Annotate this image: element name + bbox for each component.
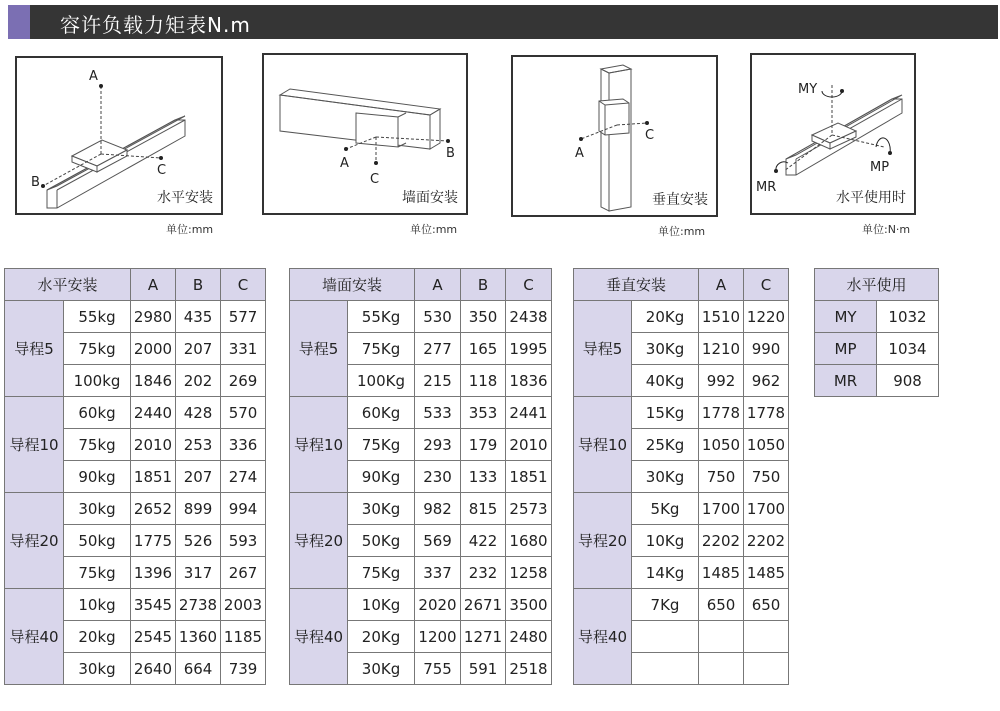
axis-label-c: C (157, 163, 167, 178)
value-cell: 2545 (131, 621, 176, 653)
load-cell: 30Kg (632, 333, 699, 365)
table-row (574, 493, 789, 525)
table-row (5, 301, 266, 333)
value-cell: 1485 (744, 557, 789, 589)
value-cell: 232 (461, 557, 506, 589)
value-cell: 1485 (699, 557, 744, 589)
value-cell: 428 (176, 397, 221, 429)
load-cell: 75Kg (348, 429, 415, 461)
value-cell: 1258 (506, 557, 552, 589)
value-cell: 2441 (506, 397, 552, 429)
value-cell: 2010 (131, 429, 176, 461)
load-cell: 75Kg (348, 557, 415, 589)
lead-group: 导程10 (290, 397, 348, 493)
value-cell: 2202 (699, 525, 744, 557)
header-cell: 墙面安装 (290, 269, 415, 301)
value-cell: 570 (221, 397, 266, 429)
table-row (815, 365, 939, 397)
load-cell: 75Kg (348, 333, 415, 365)
value-cell: 530 (415, 301, 461, 333)
moment-label-my: MY (798, 82, 818, 97)
value-cell: 990 (744, 333, 789, 365)
value-cell: 1034 (877, 333, 939, 365)
value-cell: 739 (221, 653, 266, 685)
header-cell: B (176, 269, 221, 301)
value-cell: 577 (221, 301, 266, 333)
value-cell: 3545 (131, 589, 176, 621)
value-cell: 1846 (131, 365, 176, 397)
value-cell: 2000 (131, 333, 176, 365)
lead-group: 导程40 (290, 589, 348, 685)
table-row (574, 301, 789, 333)
load-cell: 25Kg (632, 429, 699, 461)
load-cell: 20Kg (348, 621, 415, 653)
load-cell: 30Kg (348, 653, 415, 685)
load-cell: 60kg (64, 397, 131, 429)
value-cell: 207 (176, 461, 221, 493)
value-cell: 1050 (699, 429, 744, 461)
value-cell: 215 (415, 365, 461, 397)
value-cell: 1995 (506, 333, 552, 365)
page-title: 容许负载力矩表N.m (60, 13, 251, 37)
value-cell: 179 (461, 429, 506, 461)
value-cell: 750 (699, 461, 744, 493)
table-row (5, 493, 266, 525)
value-cell: 650 (744, 589, 789, 621)
moment-name: MR (815, 365, 877, 397)
lead-group: 导程10 (574, 397, 632, 493)
value-cell: 994 (221, 493, 266, 525)
lead-group: 导程5 (574, 301, 632, 397)
value-cell: 1185 (221, 621, 266, 653)
axis-label-c: C (645, 128, 655, 143)
value-cell: 2573 (506, 493, 552, 525)
load-cell: 10Kg (348, 589, 415, 621)
load-cell: 90Kg (348, 461, 415, 493)
value-cell: 1778 (744, 397, 789, 429)
table-horizontal (4, 268, 266, 685)
value-cell: 1836 (506, 365, 552, 397)
diagram-caption: 水平使用时 (836, 190, 906, 206)
table-row (815, 333, 939, 365)
moment-name: MP (815, 333, 877, 365)
value-cell: 1851 (506, 461, 552, 493)
load-cell: 30Kg (632, 461, 699, 493)
load-cell: 15Kg (632, 397, 699, 429)
table-row (5, 397, 266, 429)
load-cell: 20kg (64, 621, 131, 653)
empty-cell (744, 621, 789, 653)
value-cell: 269 (221, 365, 266, 397)
header-cell: B (461, 269, 506, 301)
value-cell: 908 (877, 365, 939, 397)
value-cell: 165 (461, 333, 506, 365)
value-cell: 2010 (506, 429, 552, 461)
value-cell: 2518 (506, 653, 552, 685)
value-cell: 1778 (699, 397, 744, 429)
page-header (8, 5, 998, 39)
value-cell: 253 (176, 429, 221, 461)
table-header-row (5, 269, 266, 301)
header-cell: A (131, 269, 176, 301)
value-cell: 533 (415, 397, 461, 429)
axis-label-b: B (446, 146, 455, 161)
diagram-usage-moments (750, 53, 916, 215)
table-row (290, 397, 552, 429)
header-cell: C (221, 269, 266, 301)
value-cell: 1050 (744, 429, 789, 461)
table-header-row (290, 269, 552, 301)
value-cell: 277 (415, 333, 461, 365)
load-cell: 55Kg (348, 301, 415, 333)
load-cell: 75kg (64, 333, 131, 365)
value-cell: 2738 (176, 589, 221, 621)
load-cell: 5Kg (632, 493, 699, 525)
lead-group: 导程20 (5, 493, 64, 589)
table-row (815, 301, 939, 333)
table-row (5, 589, 266, 621)
header-cell: C (506, 269, 552, 301)
lead-group: 导程10 (5, 397, 64, 493)
value-cell: 3500 (506, 589, 552, 621)
value-cell: 664 (176, 653, 221, 685)
table-header-row (574, 269, 789, 301)
load-cell: 10Kg (632, 525, 699, 557)
load-cell: 55kg (64, 301, 131, 333)
load-cell: 10kg (64, 589, 131, 621)
load-cell: 60Kg (348, 397, 415, 429)
value-cell: 207 (176, 333, 221, 365)
header-accent-bar (8, 5, 30, 39)
value-cell: 2671 (461, 589, 506, 621)
load-cell: 14Kg (632, 557, 699, 589)
axis-label-a: A (340, 156, 349, 171)
moment-label-mr: MR (756, 180, 777, 195)
lead-group: 导程5 (290, 301, 348, 397)
value-cell: 293 (415, 429, 461, 461)
lead-group: 导程40 (5, 589, 64, 685)
axis-label-a: A (575, 146, 584, 161)
table-header-row (815, 269, 939, 301)
empty-cell (699, 621, 744, 653)
header-cell: 垂直安装 (574, 269, 699, 301)
value-cell: 982 (415, 493, 461, 525)
value-cell: 1200 (415, 621, 461, 653)
value-cell: 1775 (131, 525, 176, 557)
value-cell: 133 (461, 461, 506, 493)
value-cell: 230 (415, 461, 461, 493)
value-cell: 593 (221, 525, 266, 557)
empty-cell (699, 653, 744, 685)
lead-group: 导程20 (574, 493, 632, 589)
value-cell: 350 (461, 301, 506, 333)
load-cell: 30Kg (348, 493, 415, 525)
header-cell: 水平安装 (5, 269, 131, 301)
value-cell: 274 (221, 461, 266, 493)
diagram-caption: 垂直安装 (652, 192, 708, 208)
load-cell: 30kg (64, 653, 131, 685)
table-wall (289, 268, 552, 685)
value-cell: 526 (176, 525, 221, 557)
value-cell: 1032 (877, 301, 939, 333)
diagram-unit: 单位:N·m (862, 223, 911, 236)
value-cell: 2980 (131, 301, 176, 333)
value-cell: 2480 (506, 621, 552, 653)
table-row (574, 397, 789, 429)
load-cell: 75kg (64, 557, 131, 589)
load-cell: 20Kg (632, 301, 699, 333)
empty-cell (744, 653, 789, 685)
lead-group: 导程20 (290, 493, 348, 589)
load-cell: 40Kg (632, 365, 699, 397)
value-cell: 317 (176, 557, 221, 589)
lead-group: 导程5 (5, 301, 64, 397)
value-cell: 2438 (506, 301, 552, 333)
value-cell: 202 (176, 365, 221, 397)
load-cell: 100Kg (348, 365, 415, 397)
lead-group: 导程40 (574, 589, 632, 685)
load-cell: 50kg (64, 525, 131, 557)
value-cell: 1700 (699, 493, 744, 525)
load-cell: 30kg (64, 493, 131, 525)
header-cell: A (415, 269, 461, 301)
diagram-vertical (511, 55, 718, 217)
load-cell: 75kg (64, 429, 131, 461)
value-cell: 1700 (744, 493, 789, 525)
value-cell: 1220 (744, 301, 789, 333)
value-cell: 267 (221, 557, 266, 589)
table-usage (814, 268, 939, 397)
empty-cell (632, 653, 699, 685)
value-cell: 899 (176, 493, 221, 525)
load-cell: 100kg (64, 365, 131, 397)
value-cell: 435 (176, 301, 221, 333)
value-cell: 2652 (131, 493, 176, 525)
value-cell: 337 (415, 557, 461, 589)
diagram-caption: 水平安装 (157, 190, 213, 206)
diagram-unit: 单位:mm (166, 223, 214, 236)
table-row (574, 589, 789, 621)
value-cell: 2003 (221, 589, 266, 621)
value-cell: 1396 (131, 557, 176, 589)
empty-cell (632, 621, 699, 653)
table-row (290, 589, 552, 621)
moment-label-mp: MP (870, 160, 890, 175)
value-cell: 353 (461, 397, 506, 429)
value-cell: 331 (221, 333, 266, 365)
value-cell: 2202 (744, 525, 789, 557)
value-cell: 992 (699, 365, 744, 397)
load-cell: 7Kg (632, 589, 699, 621)
value-cell: 569 (415, 525, 461, 557)
table-vertical (573, 268, 789, 685)
value-cell: 422 (461, 525, 506, 557)
value-cell: 591 (461, 653, 506, 685)
value-cell: 336 (221, 429, 266, 461)
header-cell: C (744, 269, 789, 301)
diagram-horizontal (15, 56, 223, 215)
table-row (290, 301, 552, 333)
axis-label-c: C (370, 172, 380, 187)
diagram-caption: 墙面安装 (402, 190, 458, 206)
load-cell: 90kg (64, 461, 131, 493)
value-cell: 1360 (176, 621, 221, 653)
value-cell: 2020 (415, 589, 461, 621)
moment-name: MY (815, 301, 877, 333)
value-cell: 1680 (506, 525, 552, 557)
value-cell: 1210 (699, 333, 744, 365)
header-cell: 水平使用 (815, 269, 939, 301)
table-row (290, 493, 552, 525)
value-cell: 2440 (131, 397, 176, 429)
value-cell: 1510 (699, 301, 744, 333)
axis-label-b: B (31, 175, 40, 190)
value-cell: 650 (699, 589, 744, 621)
value-cell: 815 (461, 493, 506, 525)
value-cell: 750 (744, 461, 789, 493)
axis-label-a: A (89, 69, 98, 84)
value-cell: 118 (461, 365, 506, 397)
value-cell: 1271 (461, 621, 506, 653)
value-cell: 2640 (131, 653, 176, 685)
value-cell: 1851 (131, 461, 176, 493)
value-cell: 962 (744, 365, 789, 397)
diagram-unit: 单位:mm (658, 225, 706, 238)
header-cell: A (699, 269, 744, 301)
load-cell: 50Kg (348, 525, 415, 557)
diagram-unit: 单位:mm (410, 223, 458, 236)
value-cell: 755 (415, 653, 461, 685)
diagram-wall (262, 53, 468, 215)
